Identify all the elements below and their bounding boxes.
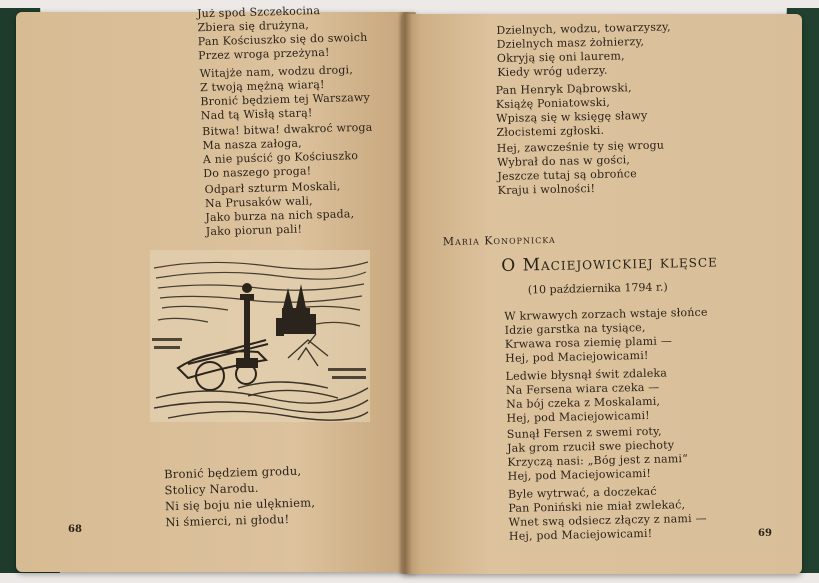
verse-line: Wpiszą się w księgę sławy — [496, 108, 648, 126]
verse-line: Stolicy Narodu. — [164, 480, 259, 498]
verse-line: Pan Henryk Dąbrowski, — [495, 81, 632, 98]
verse-line: Pan Kościuszko się do swoich — [197, 30, 368, 49]
verse-line: Wybrał do nas w gości, — [496, 153, 631, 170]
verse-line: Jeszcze tutaj są obrońce — [497, 167, 638, 184]
woodcut-illustration — [148, 248, 372, 424]
verse-line: Hej, pod Maciejowicami! — [505, 348, 649, 365]
verse-line: Na Fersena wiara czeka — — [505, 380, 660, 397]
poem-title: O Maciejowickiej klęsce — [501, 251, 719, 276]
verse-line: Okryją się oni laurem, — [496, 49, 625, 66]
verse-line: Kraju i wolności! — [497, 181, 596, 198]
right-top-stanza-1 — [496, 20, 672, 80]
verse-line: Bronić będziem tej Warszawy — [200, 90, 371, 109]
verse-line: Ma nasza załoga, — [202, 136, 302, 153]
verse-line: Z twoją mężną wiarą! — [199, 77, 325, 95]
verse-line: Witajże nam, wodzu drogi, — [199, 63, 354, 81]
verse-line: W krwawych zorzach wstaje słońce — [504, 305, 708, 323]
verse-line: Krwawa rosa ziemię plami — — [504, 334, 673, 351]
verse-line: Hej, pod Maciejowicami! — [506, 408, 650, 425]
verse-line: Jako piorun pali! — [205, 222, 303, 239]
verse-line: Ni się boju nie ulękniem, — [164, 495, 316, 514]
verse-line: Jako burza na nich spada, — [205, 207, 355, 225]
verse-line: Hej, pod Maciejowicami! — [508, 526, 653, 543]
poem-date: (10 października 1794 r.) — [527, 280, 668, 297]
verse-line: Na Prusaków wali, — [204, 194, 313, 211]
verse-line: Bronić będziem grodu, — [163, 463, 302, 482]
poem-stanza-4 — [508, 484, 707, 544]
verse-line: Odparł szturm Moskali, — [204, 179, 341, 197]
right-top-stanza-2 — [495, 81, 647, 140]
verse-line: Jak grom rzucił swe piechoty — [506, 438, 675, 455]
verse-line: Krzyczą nasi: „Bóg jest z nami“ — [507, 452, 689, 469]
book-gutter — [398, 12, 412, 574]
page-number-right: 69 — [758, 528, 772, 539]
left-stanza-4 — [205, 179, 355, 239]
poem-stanza-2 — [505, 367, 668, 426]
poem-author: Maria Konopnicka — [442, 232, 556, 249]
verse-line: Nad tą Wisłą starą! — [200, 106, 313, 123]
verse-line: Kiedy wróg uderzy. — [497, 63, 608, 80]
verse-line: Dzielnych masz żołnierzy, — [496, 34, 645, 52]
verse-line: Dzielnych, wodzu, towarzyszy, — [496, 20, 671, 38]
right-page-text — [402, 6, 814, 574]
verse-line: Sunął Fersen z swemi roty, — [506, 424, 662, 441]
verse-line: Przez wroga przeżyna! — [198, 45, 330, 63]
right-page — [402, 14, 802, 574]
verse-line: Bitwa! bitwa! dwakroć wroga — [202, 120, 373, 139]
left-stanza-5 — [164, 462, 316, 530]
verse-line: Złocistemi zgłoski. — [496, 123, 605, 140]
poem-stanza-3 — [507, 424, 689, 484]
verse-line: Ledwie błysnął świt zdaleka — [505, 366, 668, 383]
verse-line: Byle wytrwać, a doczekać — [507, 484, 657, 501]
verse-line: Hej, pod Maciejowicami! — [507, 466, 652, 483]
page-number-left: 68 — [68, 524, 82, 535]
verse-line: Zbiera się drużyna, — [197, 18, 310, 35]
verse-line: Wnet swą odsiecz złączy z nami — — [508, 511, 707, 529]
left-stanza-1 — [197, 3, 368, 63]
verse-line: Już spod Szczekocina — [196, 4, 321, 21]
verse-line: Ni śmierci, ni głodu! — [165, 512, 290, 530]
verse-line: Na bój czeka z Moskalami, — [506, 394, 661, 411]
verse-line: A nie puścić go Kościuszko — [202, 149, 359, 167]
right-top-stanza-3 — [497, 139, 665, 198]
left-stanza-3 — [202, 121, 374, 181]
verse-line: Książę Poniatowski, — [495, 95, 611, 112]
verse-line: Do naszego proga! — [203, 164, 312, 181]
verse-line: Idzie garstka na tysiące, — [504, 320, 646, 337]
verse-line: Pan Poniński nie miał zwlekać, — [508, 498, 686, 515]
left-stanza-2 — [200, 63, 371, 123]
verse-line: Hej, zawcześnie ty się wrogu — [496, 138, 665, 156]
poem-stanza-1 — [504, 306, 708, 366]
